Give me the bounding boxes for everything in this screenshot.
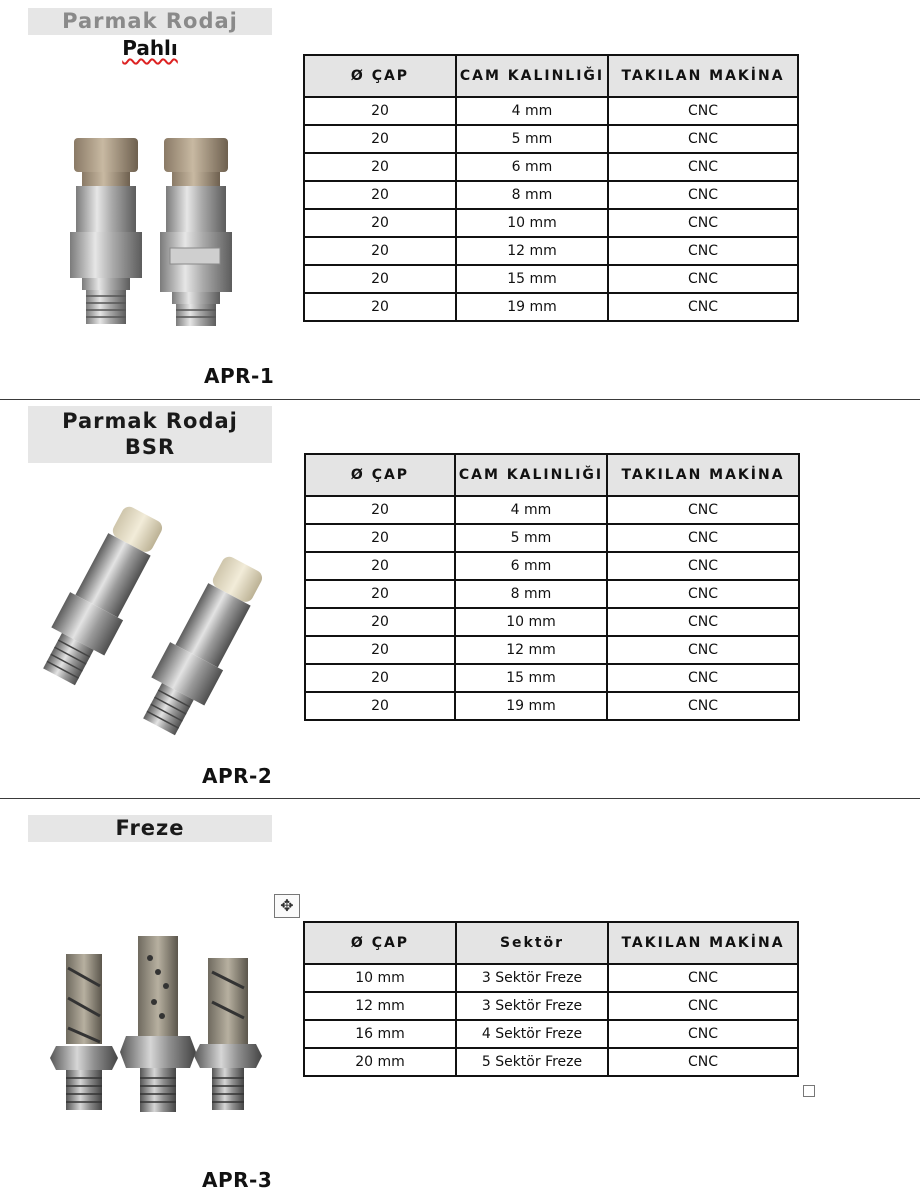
section-1-subtitle-text: Pahlı xyxy=(122,36,178,60)
glass-thickness-cell: 12 mm xyxy=(455,636,607,664)
diameter-cell: 20 xyxy=(305,580,455,608)
table-row xyxy=(305,692,799,720)
diameter-cell: 20 xyxy=(304,97,456,125)
table-header-row xyxy=(305,454,799,496)
machine-cell: CNC xyxy=(607,552,799,580)
glass-thickness-cell: 6 mm xyxy=(455,552,607,580)
machine-cell: CNC xyxy=(608,153,798,181)
apr-2-code: APR-2 xyxy=(202,764,273,788)
apr-3-product-photo xyxy=(46,928,274,1118)
machine-cell: CNC xyxy=(607,636,799,664)
machine-cell: CNC xyxy=(607,664,799,692)
section-2-subtitle: BSR xyxy=(124,435,176,459)
sector-cell: 3 Sektör Freze xyxy=(456,964,608,992)
diameter-cell: 20 xyxy=(304,293,456,321)
glass-thickness-cell: 15 mm xyxy=(456,265,608,293)
header-machine: TAKILAN MAKİNA xyxy=(607,454,799,496)
machine-cell: CNC xyxy=(608,209,798,237)
section-divider-1 xyxy=(0,399,920,400)
machine-cell: CNC xyxy=(607,692,799,720)
table-row xyxy=(304,125,798,153)
diameter-cell: 20 xyxy=(305,552,455,580)
table-row xyxy=(304,209,798,237)
table-header-row xyxy=(304,55,798,97)
header-sector: Sektör xyxy=(456,922,608,964)
glass-thickness-cell: 8 mm xyxy=(456,181,608,209)
apr-2-spec-table xyxy=(304,453,800,721)
sector-cell: 5 Sektör Freze xyxy=(456,1048,608,1076)
section-3-title: Freze xyxy=(115,816,185,840)
table-row xyxy=(305,524,799,552)
diameter-cell: 20 xyxy=(305,664,455,692)
table-row xyxy=(304,293,798,321)
section-1-subtitle xyxy=(28,36,272,60)
section-2-title: Parmak Rodaj xyxy=(62,409,238,433)
glass-thickness-cell: 15 mm xyxy=(455,664,607,692)
table-row xyxy=(305,552,799,580)
diameter-cell: 20 xyxy=(305,524,455,552)
machine-cell: CNC xyxy=(607,608,799,636)
apr-3-spec-table xyxy=(303,921,799,1077)
diameter-cell: 16 mm xyxy=(304,1020,456,1048)
apr-1-code: APR-1 xyxy=(204,364,275,388)
header-glass-thickness: CAM KALINLIĞI xyxy=(456,55,608,97)
diameter-cell: 20 xyxy=(305,636,455,664)
diameter-cell: 20 xyxy=(304,209,456,237)
table-row xyxy=(305,636,799,664)
header-diameter: Ø ÇAP xyxy=(304,55,456,97)
machine-cell: CNC xyxy=(608,1020,798,1048)
table-row xyxy=(305,664,799,692)
table-row xyxy=(305,608,799,636)
machine-cell: CNC xyxy=(608,293,798,321)
machine-cell: CNC xyxy=(607,580,799,608)
glass-thickness-cell: 4 mm xyxy=(456,97,608,125)
diameter-cell: 20 xyxy=(305,496,455,524)
table-row xyxy=(305,580,799,608)
glass-thickness-cell: 4 mm xyxy=(455,496,607,524)
glass-thickness-cell: 10 mm xyxy=(456,209,608,237)
table-header-row xyxy=(304,922,798,964)
table-row xyxy=(304,265,798,293)
diameter-cell: 10 mm xyxy=(304,964,456,992)
glass-thickness-cell: 5 mm xyxy=(456,125,608,153)
machine-cell: CNC xyxy=(608,1048,798,1076)
glass-thickness-cell: 8 mm xyxy=(455,580,607,608)
glass-thickness-cell: 19 mm xyxy=(455,692,607,720)
glass-thickness-cell: 19 mm xyxy=(456,293,608,321)
section-divider-2 xyxy=(0,798,920,799)
table-row xyxy=(304,1020,798,1048)
diameter-cell: 20 xyxy=(304,265,456,293)
apr-3-code: APR-3 xyxy=(202,1168,273,1192)
diameter-cell: 12 mm xyxy=(304,992,456,1020)
apr-1-spec-table xyxy=(303,54,799,322)
header-diameter: Ø ÇAP xyxy=(305,454,455,496)
resize-square-icon[interactable] xyxy=(803,1085,815,1097)
table-row xyxy=(304,97,798,125)
diameter-cell: 20 xyxy=(305,692,455,720)
diameter-cell: 20 xyxy=(304,153,456,181)
machine-cell: CNC xyxy=(608,181,798,209)
header-machine: TAKILAN MAKİNA xyxy=(608,55,798,97)
header-diameter: Ø ÇAP xyxy=(304,922,456,964)
machine-cell: CNC xyxy=(608,992,798,1020)
apr-1-product-photo xyxy=(60,118,250,348)
machine-cell: CNC xyxy=(608,237,798,265)
sector-cell: 4 Sektör Freze xyxy=(456,1020,608,1048)
table-row xyxy=(304,964,798,992)
machine-cell: CNC xyxy=(607,524,799,552)
section-1-title: Parmak Rodaj xyxy=(62,9,238,33)
header-machine: TAKILAN MAKİNA xyxy=(608,922,798,964)
section-2-title-box xyxy=(28,406,272,463)
sector-cell: 3 Sektör Freze xyxy=(456,992,608,1020)
machine-cell: CNC xyxy=(608,265,798,293)
diameter-cell: 20 xyxy=(305,608,455,636)
table-row xyxy=(304,992,798,1020)
move-arrows-icon[interactable]: ✥ xyxy=(274,894,300,918)
glass-thickness-cell: 10 mm xyxy=(455,608,607,636)
glass-thickness-cell: 5 mm xyxy=(455,524,607,552)
glass-thickness-cell: 12 mm xyxy=(456,237,608,265)
glass-thickness-cell: 6 mm xyxy=(456,153,608,181)
table-row xyxy=(304,237,798,265)
header-glass-thickness: CAM KALINLIĞI xyxy=(455,454,607,496)
table-row xyxy=(304,153,798,181)
section-3-title-box xyxy=(28,815,272,842)
table-row xyxy=(305,496,799,524)
machine-cell: CNC xyxy=(607,496,799,524)
machine-cell: CNC xyxy=(608,97,798,125)
table-row xyxy=(304,1048,798,1076)
diameter-cell: 20 xyxy=(304,237,456,265)
apr-2-product-photo xyxy=(28,496,278,736)
diameter-cell: 20 xyxy=(304,181,456,209)
diameter-cell: 20 mm xyxy=(304,1048,456,1076)
machine-cell: CNC xyxy=(608,125,798,153)
diameter-cell: 20 xyxy=(304,125,456,153)
section-1-title-box xyxy=(28,8,272,35)
table-row xyxy=(304,181,798,209)
machine-cell: CNC xyxy=(608,964,798,992)
